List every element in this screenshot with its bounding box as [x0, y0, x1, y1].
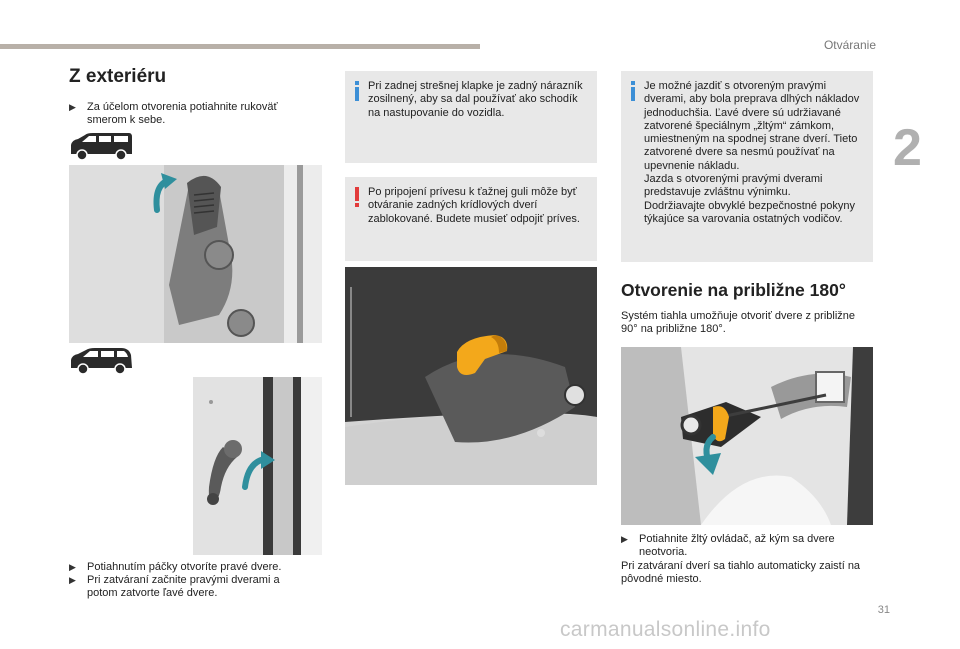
- photo-lever-right-door: [193, 377, 322, 555]
- photo-door-handle-exterior: [69, 165, 322, 343]
- info-icon: [353, 81, 361, 101]
- page-number: 31: [877, 604, 890, 616]
- intro-180-text: Systém tiahla umožňuje otvoriť dvere z približne 90° na približne 180°.: [621, 310, 856, 336]
- arrow-bullet-icon: ▶: [69, 575, 76, 585]
- chapter-title: Otváranie: [823, 38, 876, 52]
- closing-auto-lock-text: Pri zatváraní dverí sa tiahlo automaticky zaistí na pôvodné miesto.: [621, 560, 861, 586]
- section-title-180: Otvorenie na približne 180°: [621, 280, 846, 300]
- watermark: carmanualsonline.info: [560, 618, 771, 641]
- van-silhouette-icon: [69, 131, 133, 161]
- photo-door-stay-release: [621, 347, 873, 525]
- arrow-bullet-icon: ▶: [69, 562, 76, 572]
- section-title-exterior: Z exteriéru: [69, 66, 167, 87]
- photo-yellow-lock: [345, 267, 597, 485]
- info-box-bumper-step: Pri zadnej strešnej klapke je zadný nárazník zosilnený, aby sa dal používať ako schodík na nastupovanie do vozidla.: [345, 71, 597, 163]
- warning-icon: [353, 187, 361, 207]
- info-icon: [629, 81, 637, 101]
- bullet-pull-yellow-control: ▶ Potiahnite žltý ovládač, až kým sa dvere neotvoria.: [621, 533, 835, 558]
- warning-box-towbar: Po pripojení prívesu k ťažnej guli môže byť otváranie zadných krídlových dverí zablokované. Budete musieť odpojiť príves.: [345, 177, 597, 261]
- van-silhouette-icon-small: [69, 345, 133, 375]
- info-box-driving-open-door: Je možné jazdiť s otvoreným pravými dverami, aby bola preprava dlhých nákladov jednoduchšia. Ľavé dvere sú udržiavané zatvorené špeciálnym „žltým“ zámkom, umiestneným na spodnej strane dverí. Tieto zatvorené dvere sa nesmú používať na upevnenie nákladu. Jazda s otvorenými pravými dverami predstavuje zvláštnu výnimku. Dodržiavajte obvyklé bezpečnostné pokyny týkajúce sa varovania ostatných vodičov.: [621, 71, 873, 262]
- bullet-pull-handle: ▶ Za účelom otvorenia potiahnite rukoväť smerom k sebe.: [69, 101, 278, 126]
- bullet-lever-open: ▶ Potiahnutím páčky otvoríte pravé dvere.: [69, 561, 282, 573]
- chapter-number: 2: [893, 119, 922, 177]
- bullet-closing-order: ▶ Pri zatváraní začnite pravými dverami a potom zatvorte ľavé dvere.: [69, 574, 280, 599]
- arrow-bullet-icon: ▶: [621, 534, 628, 544]
- header-rule: [0, 44, 480, 49]
- arrow-bullet-icon: ▶: [69, 102, 76, 112]
